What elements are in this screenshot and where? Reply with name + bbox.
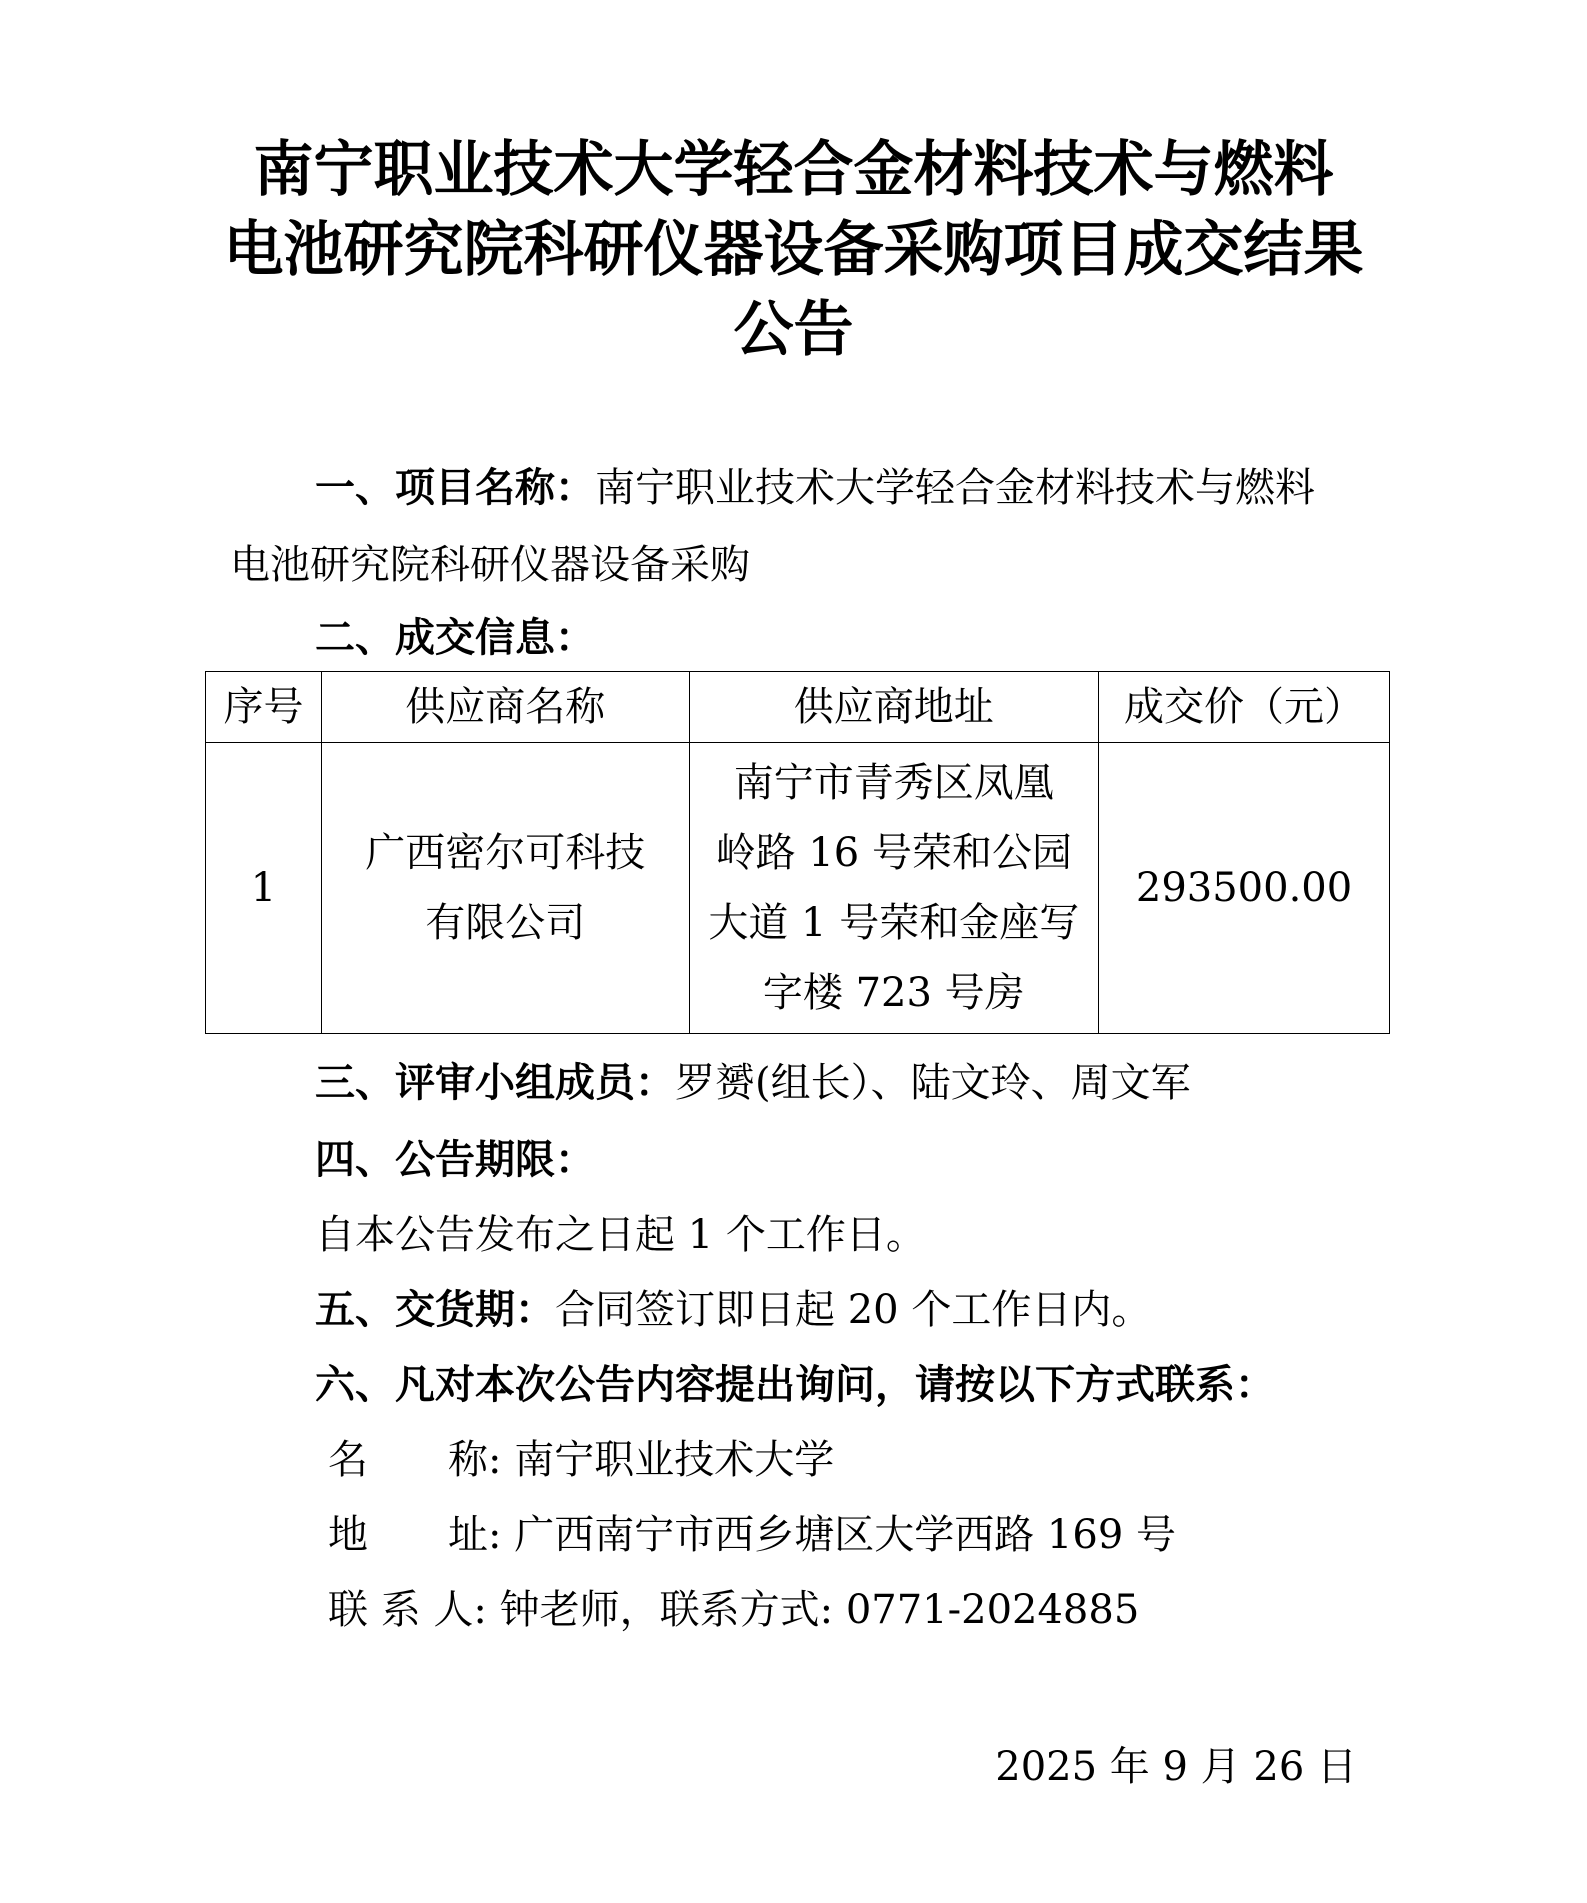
cell-supplier-name [321,743,689,1034]
section-3-label: 三、评审小组成员： [315,1060,675,1106]
title-line-3: 公告 [733,295,854,365]
supplier-name-line-1: 广西密尔可科技 [365,830,646,876]
document-title [0,130,1587,370]
contact-name-label: 名 称: [328,1437,502,1483]
section-1-value-line-2: 电池研究院科研仪器设备采购 [230,542,750,588]
deal-info-table [205,671,1390,1034]
section-1-label: 一、项目名称： [315,465,595,511]
section-2-label: 二、成交信息： [315,615,595,661]
section-4-label: 四、公告期限： [315,1137,595,1183]
section-5 [315,1285,1151,1335]
address-line-1: 南宁市青秀区凤凰 [733,760,1054,806]
section-1-line-1 [315,463,1315,513]
contact-address-label: 地 址: [328,1512,502,1558]
section-3-value: 罗赟(组长）、陆文玲、周文军 [675,1060,1191,1106]
contact-person-label: 联 系 人: [328,1587,487,1633]
contact-address-row [328,1510,1176,1560]
section-4-value: 自本公告发布之日起 1 个工作日。 [315,1212,926,1258]
header-supplier-name: 供应商名称 [321,672,689,743]
announcement-date: 2025 年 9 月 26 日 [995,1744,1357,1790]
title-line-2: 电池研究院科研仪器设备采购项目成交结果 [223,215,1364,285]
header-price: 成交价（元） [1099,672,1390,743]
contact-name-value: 南宁职业技术大学 [514,1437,835,1483]
cell-supplier-address [689,743,1099,1034]
address-line-3: 大道 1 号荣和金座写 [708,900,1080,946]
contact-person-row [328,1585,1139,1635]
section-5-label: 五、交货期： [315,1287,555,1333]
cell-price: 293500.00 [1099,743,1390,1034]
section-1-value-line-1: 南宁职业技术大学轻合金材料技术与燃料 [595,465,1315,511]
contact-name-row [328,1435,834,1485]
address-line-2: 岭路 16 号荣和公园 [715,830,1072,876]
contact-address-value: 广西南宁市西乡塘区大学西路 169 号 [514,1512,1176,1558]
table-header-row [206,672,1390,743]
cell-index: 1 [206,743,322,1034]
header-index: 序号 [206,672,322,743]
contact-person-value: 钟老师，联系方式: 0771-2024885 [499,1587,1140,1633]
section-5-value: 合同签订即日起 20 个工作日内。 [555,1287,1152,1333]
section-6-label: 六、凡对本次公告内容提出询问，请按以下方式联系： [315,1362,1275,1408]
address-line-4: 字楼 723 号房 [762,970,1025,1016]
supplier-name-line-2: 有限公司 [425,900,586,946]
section-3 [315,1058,1191,1108]
title-line-1: 南宁职业技术大学轻合金材料技术与燃料 [253,135,1334,205]
table-row [206,743,1390,1034]
header-supplier-address: 供应商地址 [689,672,1099,743]
